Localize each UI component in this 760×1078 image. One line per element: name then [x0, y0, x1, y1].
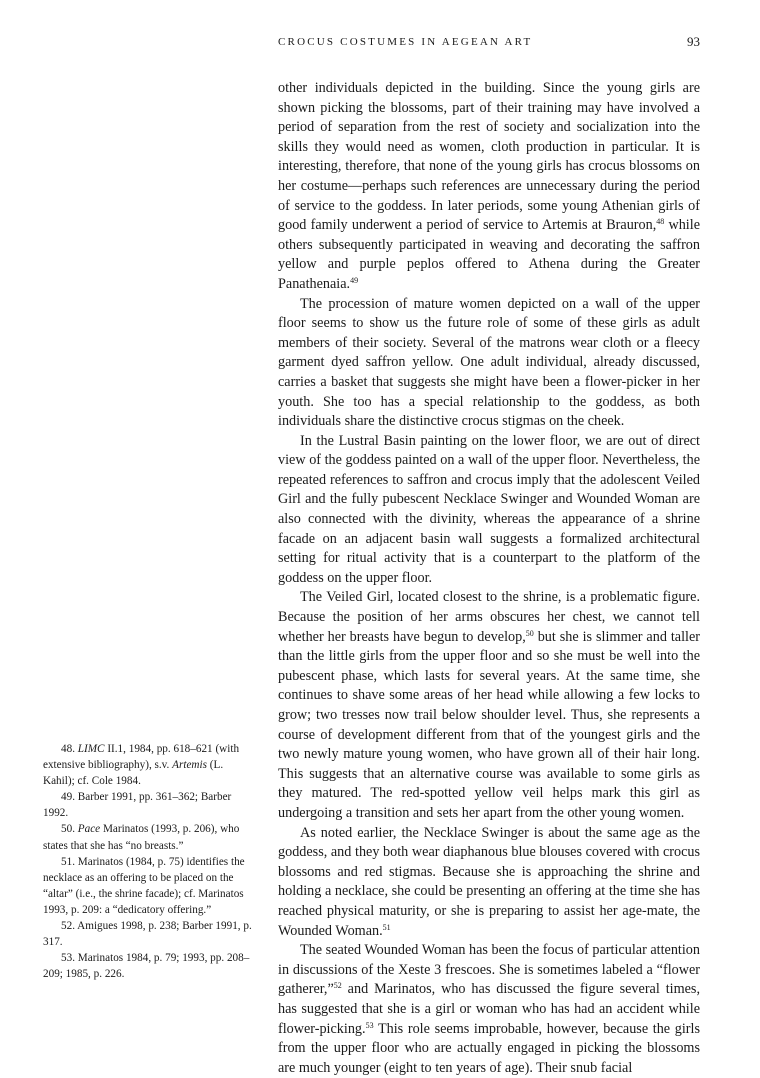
paragraph-6	[278, 941, 700, 1078]
footnote-51: 51. Marinatos (1984, p. 75) identifies the necklace as an offering to be placed on the “altar” (i.e., the shrine facade); cf. Marinatos 1993, p. 209: a “dedicatory offering.”	[43, 855, 245, 916]
footnote-48-text-b: (L. Kahil); cf. Cole 1984.	[43, 759, 224, 788]
paragraph-3: In the Lustral Basin painting on the lower floor, we are out of direct view of the goddess painted on a wall of the upper floor. Nevertheless, the repeated references to saffron and crocus imply that the adolescent Veiled Girl and the fully pubescent Necklace Swinger and Wounded Woman are also connected with the divinity, whereas the appearance of a shrine facade on an adjacent basin wall suggests a formalized architectural setting for ritual activity that is a counterpart to the platform of the goddess on the upper floor.	[278, 432, 700, 586]
footnote-48-text-a: II.1, 1984, pp. 618–621 (with extensive bibliography), s.v.	[43, 743, 240, 772]
footnote-49: 49. Barber 1991, pp. 361–362; Barber 1992.	[43, 791, 232, 820]
footnote-ref-52[interactable]: 52	[333, 981, 342, 991]
footnote-48-limc: LIMC	[77, 743, 105, 755]
footnote-50-pace: Pace	[77, 823, 101, 836]
running-title: CROCUS COSTUMES IN AEGEAN ART	[278, 36, 533, 48]
paragraph-6-text-b: and Marinatos, who has discussed the figure several times, has suggested that she is a girl or woman who has had an accident while flower-picking.	[278, 981, 700, 1037]
paragraph-1-text-b: while others subsequently participated in weaving and decorating the saffron yellow and purple peplos offered to Athena during the Greater Panathenaia.	[278, 217, 700, 292]
footnote-52: 52. Amigues 1998, p. 238; Barber 1991, p. 317.	[43, 920, 252, 949]
paragraph-4	[278, 588, 700, 823]
running-head	[278, 36, 700, 56]
footnote-53: 53. Marinatos 1984, p. 79; 1993, pp. 208–209; 1985, p. 226.	[43, 952, 250, 981]
paragraph-6-text-a: The seated Wounded Woman has been the focus of particular attention in discussions of the Xeste 3 frescoes. She is sometimes labeled a “flower gatherer,”	[278, 942, 700, 998]
paragraph-4-text-b: but she is slimmer and taller than the little girls from the upper floor and so she must be well into the pubescent phase, which lasts for several years. At the same time, she continues to shave some areas of her head while allowing a few locks to grow; two tresses now trail below shoulder level. Thus, she represents a course of development different from that of the youngest girls and the two newly mature young women, who have grown all of their hair long. This suggests that an alternative course was available to some girls as they matured. The red-spotted yellow veil helps mark this girl as undergoing a transition and sets her apart from the other young women.	[278, 628, 700, 821]
footnote-48-artemis: Artemis	[172, 759, 207, 772]
footnote-ref-53[interactable]: 53	[365, 1020, 374, 1030]
paragraph-6-text-c: This role seems improbable, however, because the girls from the upper floor who are actually engaged in picking the blossoms are much younger (eight to ten years of age). Their snub facial	[278, 1020, 700, 1076]
paragraph-1	[278, 79, 700, 295]
footnote-ref-48[interactable]: 48	[656, 217, 665, 227]
footnote-48	[43, 741, 255, 789]
footnote-50	[43, 821, 255, 853]
paragraph-2: The procession of mature women depicted on a wall of the upper floor seems to show us the future role of some of these girls as adult members of their society. Several of the matrons wear cloth or a fleecy garment dyed saffron yellow. One adult individual, already discussed, carries a basket that suggests she might have been a flower-picker in her youth. She too has a special relationship to the goddess, as both individuals share the distinctive crocus stigmas on the cheek.	[278, 295, 700, 430]
footnotes-column	[43, 741, 255, 982]
paragraph-1-text-a: other individuals depicted in the building. Since the young girls are shown picking the blossoms, part of their training may have involved a period of separation from the rest of society and socialization into the skills they would need as women, cloth production in particular. It is interesting, therefore, that none of the young girls has crocus blossoms on her costume—perhaps such references are unnecessary during the period of service to the goddess. In later periods, some young Athenian girls of good family underwent a period of service to Artemis at Brauron,	[278, 80, 700, 234]
footnote-ref-49[interactable]: 49	[350, 275, 359, 285]
main-text-column	[278, 79, 700, 1078]
footnote-ref-51[interactable]: 51	[382, 922, 391, 932]
page-number: 93	[687, 34, 700, 49]
footnote-50-number: 50.	[61, 823, 78, 836]
footnote-48-number: 48.	[61, 743, 78, 755]
footnote-ref-50[interactable]: 50	[525, 628, 534, 638]
footnote-50-text: Marinatos (1993, p. 206), who states that she has “no breasts.”	[43, 823, 240, 852]
paragraph-4-text-a: The Veiled Girl, located closest to the shrine, is a problematic figure. Because the position of her arms obscures her chest, we cannot tell whether her breasts have begun to develop,	[278, 589, 700, 645]
paragraph-5	[278, 824, 700, 942]
paragraph-5-text: As noted earlier, the Necklace Swinger is about the same age as the goddess, and they both wear diaphanous blue blouses covered with crocus blossoms and red stigmas. Because she is approaching the shrine and holding a necklace, she could be presenting an offering at the time she has reached physical maturity, or she is preparing to assist her age-mate, the Wounded Woman.	[278, 824, 700, 939]
